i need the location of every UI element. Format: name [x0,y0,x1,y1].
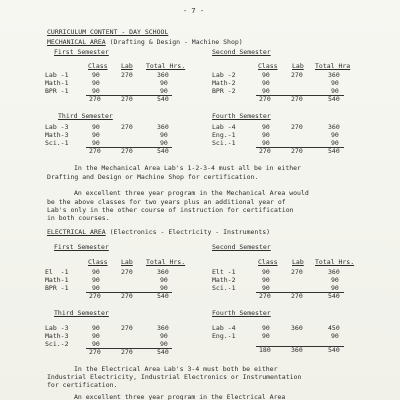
elec-sem4-row1-class: 90 [262,324,270,332]
mech-sem2-label: Second Semester [212,48,271,56]
elec-sem3-row1-lab: 270 [121,324,133,332]
elec-sem1-total-total: 540 [157,292,169,300]
elec-sem2-row3-course: Sci.-1 [212,284,236,292]
elec-sem1-header-total: Total Hrs. [146,258,186,266]
elec-sem3-total-total: 540 [157,348,169,356]
electrical-heading [47,229,270,236]
mech-sem2-row1-total: 360 [328,71,340,79]
mech-sem3-row3-course: Sci.-1 [45,139,69,147]
electrical-heading-subtitle: (Electronics - Electricity - Instruments) [109,228,271,236]
electrical-heading-label: ELECTRICAL AREA [47,228,106,236]
mech-sem2-row2-total: 90 [331,79,339,87]
elec-sem2-total-total: 540 [328,292,340,300]
elec-sem3-row2-course: Math-3 [45,332,69,340]
elec-sem4-total-class: 180 [259,346,271,354]
mech-sem4-total-total: 540 [328,147,340,155]
mech-sem1-row2-class: 90 [92,79,100,87]
mech-sem2-header-class: Class [258,62,278,70]
elec-sem3-total-lab: 270 [121,348,133,356]
elec-sem1-row3-course: BPR -1 [45,284,69,292]
elec-sem4-label: Fourth Semester [212,309,271,317]
mech-sem2-row2-class: 90 [262,79,270,87]
elec-sem4-row2-class: 90 [262,332,270,340]
mech-sem1-row3-course: BPR -1 [45,87,69,95]
mechanical-heading-subtitle: (Drafting & Design - Machine Shop) [109,38,243,46]
elec-sem1-label: First Semester [54,243,109,251]
mech-sem4-row2-class: 90 [262,131,270,139]
elec-sem4-row1-total: 450 [328,324,340,332]
mech-para2-line3: Lab's only in the other course of instruction for certification [47,206,294,214]
elec-sem2-row3-total: 90 [331,284,339,292]
mech-sem1-row2-course: Math-1 [45,79,69,87]
mech-sem4-row1-course: Lab -4 [212,123,236,131]
elec-sem4-row2-total: 90 [331,332,339,340]
mech-sem4-row3-total: 90 [331,139,339,147]
elec-sem2-row1-lab: 270 [291,268,303,276]
elec-sem4-row1-lab: 360 [291,324,303,332]
elec-sem3-row2-class: 90 [92,332,100,340]
elec-para2-partial-line: An excellent three year program in the Electrical Area [74,394,286,400]
mech-para2-line1: An excellent three year program in the Mechanical Area would [74,189,309,197]
mech-sem2-total-class: 270 [259,95,271,103]
elec-sem1-total-class: 270 [89,292,101,300]
elec-sem3-label: Third Semester [54,309,109,317]
elec-sem3-total-class: 270 [89,348,101,356]
elec-sem3-row3-total: 90 [160,340,168,348]
mech-sem1-row3-class: 90 [92,87,100,95]
elec-sem1-row1-course: El -1 [45,268,69,276]
elec-sem2-header-lab: Lab [292,258,304,266]
mech-sem2-header-lab: Lab [292,62,304,70]
page-title: CURRICULUM CONTENT - DAY SCHOOL [47,28,169,36]
elec-sem3-row3-class: 90 [92,340,100,348]
elec-sem2-total-class: 270 [259,292,271,300]
elec-sem2-row1-class: 90 [262,268,270,276]
mech-sem1-row1-course: Lab -1 [45,71,69,79]
mech-sem3-row2-class: 90 [92,131,100,139]
mech-sem1-total-class: 270 [89,95,101,103]
elec-sem3-row1-total: 360 [157,324,169,332]
elec-sem1-total-lab: 270 [121,292,133,300]
mech-sem1-row1-lab: 270 [121,71,133,79]
elec-sem1-row2-course: Math-1 [45,276,69,284]
elec-sem3-row1-class: 90 [92,324,100,332]
mech-sem4-row1-total: 360 [328,123,340,131]
elec-para1-line3: for certification. [47,381,118,389]
elec-sem2-row2-course: Math-2 [212,276,236,284]
mech-sem4-row1-class: 90 [262,123,270,131]
elec-sem2-header-class: Class [258,258,278,266]
mech-sem2-row1-course: Lab -2 [212,71,236,79]
mechanical-heading [47,39,243,46]
mech-sem4-row1-lab: 270 [291,123,303,131]
elec-sem2-row2-total: 90 [331,276,339,284]
mech-sem1-row2-total: 90 [160,79,168,87]
mech-sem2-row2-course: Math-2 [212,79,236,87]
elec-sem4-total-total: 540 [328,346,340,354]
mech-sem1-header-class: Class [88,62,108,70]
elec-sem4-total-lab: 360 [291,346,303,354]
elec-sem3-row3-course: Sci.-2 [45,340,69,348]
elec-sem1-row1-total: 360 [157,268,169,276]
elec-sem1-header-lab: Lab [121,258,133,266]
mech-para2-line4: in both courses. [47,214,110,222]
mech-sem2-row3-class: 90 [262,87,270,95]
elec-sem1-row1-class: 90 [92,268,100,276]
mech-sem2-row1-class: 90 [262,71,270,79]
mech-sem4-total-class: 270 [259,147,271,155]
mech-sem1-row3-total: 90 [160,87,168,95]
page-number: - 7 - [183,7,205,15]
elec-para1-line1: In the Electrical Area Lab's 3-4 must both be either [74,365,278,373]
mech-sem2-header-total: Total Hra [315,62,351,70]
elec-sem2-row3-class: 90 [262,284,270,292]
elec-sem1-row3-class: 90 [92,284,100,292]
elec-sem2-row1-course: Elt -1 [212,268,236,276]
mech-sem1-row1-class: 90 [92,71,100,79]
mech-sem2-row3-course: BPR -2 [212,87,236,95]
mech-sem1-label: First Semester [54,48,109,56]
mech-sem1-header-lab: Lab [121,62,133,70]
mech-sem1-total-lab: 270 [121,95,133,103]
elec-sem2-row2-class: 90 [262,276,270,284]
elec-sem1-row2-class: 90 [92,276,100,284]
elec-sem1-row1-lab: 270 [121,268,133,276]
mech-sem3-total-lab: 270 [121,147,133,155]
elec-sem2-row1-total: 360 [328,268,340,276]
elec-sem1-row3-total: 90 [160,284,168,292]
elec-sem1-row2-total: 90 [160,276,168,284]
mech-sem2-total-total: 540 [328,95,340,103]
elec-sem2-header-total: Total Hrs. [315,258,355,266]
mech-sem3-row1-lab: 270 [121,123,133,131]
mech-sem3-total-total: 540 [157,147,169,155]
mech-para2-line2: be the above classes for two years plus an additional year of [47,198,286,206]
elec-sem3-row1-course: Lab -3 [45,324,69,332]
mech-sem1-row1-total: 360 [157,71,169,79]
elec-sem2-total-lab: 270 [291,292,303,300]
mech-sem1-total-total: 540 [157,95,169,103]
mech-sem3-row1-class: 90 [92,123,100,131]
mech-sem2-row1-lab: 270 [291,71,303,79]
mech-sem4-row2-course: Eng.-1 [212,131,236,139]
mech-sem3-total-class: 270 [89,147,101,155]
elec-para1-line2: Industrial Electricity, Industrial Electronics or Instrumentation [47,373,302,381]
mech-sem4-row3-class: 90 [262,139,270,147]
mech-sem3-row3-class: 90 [92,139,100,147]
mechanical-heading-label: MECHANICAL AREA [47,38,106,46]
mech-sem1-header-total: Total Hrs. [146,62,186,70]
elec-sem3-row2-total: 90 [160,332,168,340]
mech-sem2-total-lab: 270 [291,95,303,103]
mech-sem2-row3-total: 90 [331,87,339,95]
elec-sem4-row2-course: Eng.-1 [212,332,236,340]
mech-sem3-row2-course: Math-3 [45,131,69,139]
mech-para1-line2: Drafting and Design or Machine Shop for certification. [47,173,259,181]
mech-sem3-row1-total: 360 [157,123,169,131]
mech-para1-line1: In the Mechanical Area Lab's 1-2-3-4 must all be in either [74,164,301,172]
mech-sem4-row3-course: Sci.-1 [212,139,236,147]
mech-sem3-row1-course: Lab -3 [45,123,69,131]
mech-sem3-label: Third Semester [58,112,113,120]
mech-sem4-row2-total: 90 [331,131,339,139]
elec-sem4-row1-course: Lab -4 [212,324,236,332]
elec-sem1-header-class: Class [88,258,108,266]
elec-sem2-label: Second Semester [212,243,271,251]
mech-sem4-label: Fourth Semester [212,112,271,120]
mech-sem3-row3-total: 90 [160,139,168,147]
mech-sem4-total-lab: 270 [291,147,303,155]
mech-sem3-row2-total: 90 [160,131,168,139]
